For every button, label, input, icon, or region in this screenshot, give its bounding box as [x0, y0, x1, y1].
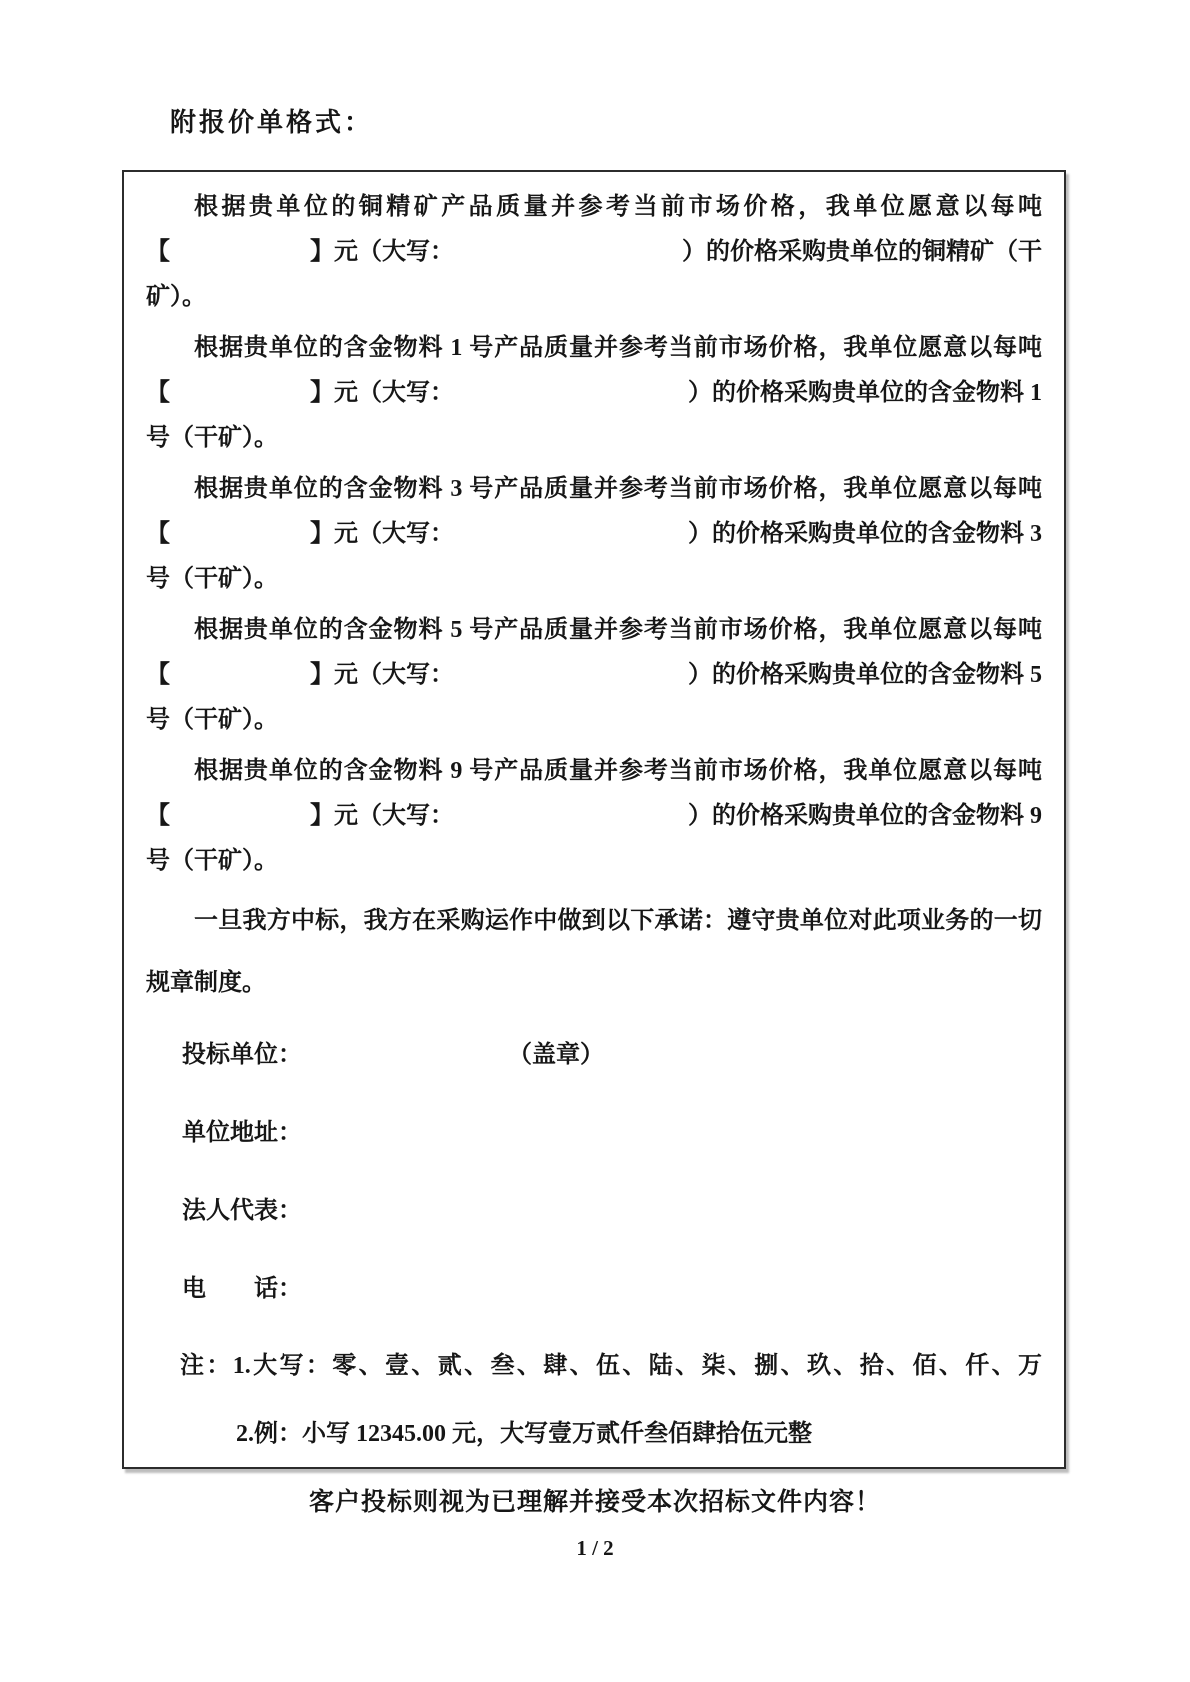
bracket-open: 【 [146, 239, 170, 265]
price-paragraph-material-3 [146, 467, 1042, 602]
bracket-open: 【 [146, 380, 170, 406]
paragraph-line: 一旦我方中标，我方在采购运作中做到以下承诺：遵守贵单位对此项业务的一切 [194, 908, 1042, 934]
note-example: 2.例：小写 12345.00 元，大写壹万贰仟叁佰肆拾伍元整 [236, 1421, 812, 1447]
paragraph-line: 规章制度。 [146, 970, 266, 996]
bracket-open: 【 [146, 521, 170, 547]
page-number: 1 / 2 [576, 1536, 614, 1560]
price-paragraph-material-1 [146, 326, 1042, 461]
seal-hint: （盖章） [508, 1042, 604, 1068]
field-bidder-name [146, 1016, 1042, 1094]
bracket-open: 【 [146, 662, 170, 688]
paragraph-line: ）的价格采购贵单位的铜精矿（干 [682, 239, 1042, 265]
bracket-close-unit: 】元（大写： [310, 239, 454, 265]
field-legal-representative [146, 1172, 1042, 1250]
bracket-close-unit: 】元（大写： [310, 803, 454, 829]
paragraph-line: ）的价格采购贵单位的含金物料 3 [688, 521, 1042, 547]
paragraph-line: 号（干矿）。 [146, 707, 278, 733]
commitment-paragraph [146, 890, 1042, 1014]
field-label: 单位地址： [182, 1120, 302, 1146]
bracket-close-unit: 】元（大写： [310, 662, 454, 688]
paragraph-line: ）的价格采购贵单位的含金物料 5 [688, 662, 1042, 688]
bracket-close-unit: 】元（大写： [310, 380, 454, 406]
field-telephone [146, 1250, 1042, 1328]
price-fill-in-line [146, 512, 1042, 557]
field-company-address [146, 1094, 1042, 1172]
quotation-form-box [122, 170, 1066, 1469]
paragraph-line: ）的价格采购贵单位的含金物料 1 [688, 380, 1042, 406]
paragraph-line: 根据贵单位的含金物料 9 号产品质量并参考当前市场价格，我单位愿意以每吨 [194, 758, 1042, 784]
paragraph-line: 根据贵单位的含金物料 5 号产品质量并参考当前市场价格，我单位愿意以每吨 [194, 617, 1042, 643]
price-paragraph-material-5 [146, 608, 1042, 743]
paragraph-line: 矿）。 [146, 284, 206, 310]
price-fill-in-line [146, 230, 1042, 275]
paragraph-line: 号（干矿）。 [146, 425, 278, 451]
note-capital-digits: 注：1.大写：零、壹、贰、叁、肆、伍、陆、柒、捌、玖、拾、佰、仟、万 [180, 1353, 1042, 1379]
paragraph-line: 根据贵单位的含金物料 3 号产品质量并参考当前市场价格，我单位愿意以每吨 [194, 476, 1042, 502]
price-fill-in-line [146, 653, 1042, 698]
bracket-open: 【 [146, 803, 170, 829]
paragraph-line: 根据贵单位的含金物料 1 号产品质量并参考当前市场价格，我单位愿意以每吨 [194, 335, 1042, 361]
page-title: 附报价单格式： [170, 108, 374, 137]
paragraph-line: 根据贵单位的铜精矿产品质量并参考当前市场价格，我单位愿意以每吨 [194, 194, 1042, 220]
paragraph-line: 号（干矿）。 [146, 848, 278, 874]
bracket-close-unit: 】元（大写： [310, 521, 454, 547]
paragraph-line: ）的价格采购贵单位的含金物料 9 [688, 803, 1042, 829]
field-label: 法人代表： [182, 1198, 302, 1224]
field-label: 电 话： [182, 1276, 302, 1302]
price-paragraph-material-9 [146, 749, 1042, 884]
price-fill-in-line [146, 371, 1042, 416]
bidder-info-fields [146, 1016, 1042, 1328]
field-label: 投标单位： [182, 1042, 302, 1068]
paragraph-line: 号（干矿）。 [146, 566, 278, 592]
acceptance-statement: 客户投标则视为已理解并接受本次招标文件内容！ [308, 1489, 881, 1516]
notes-section [146, 1332, 1042, 1468]
price-paragraph-copper [146, 185, 1042, 320]
price-fill-in-line [146, 794, 1042, 839]
